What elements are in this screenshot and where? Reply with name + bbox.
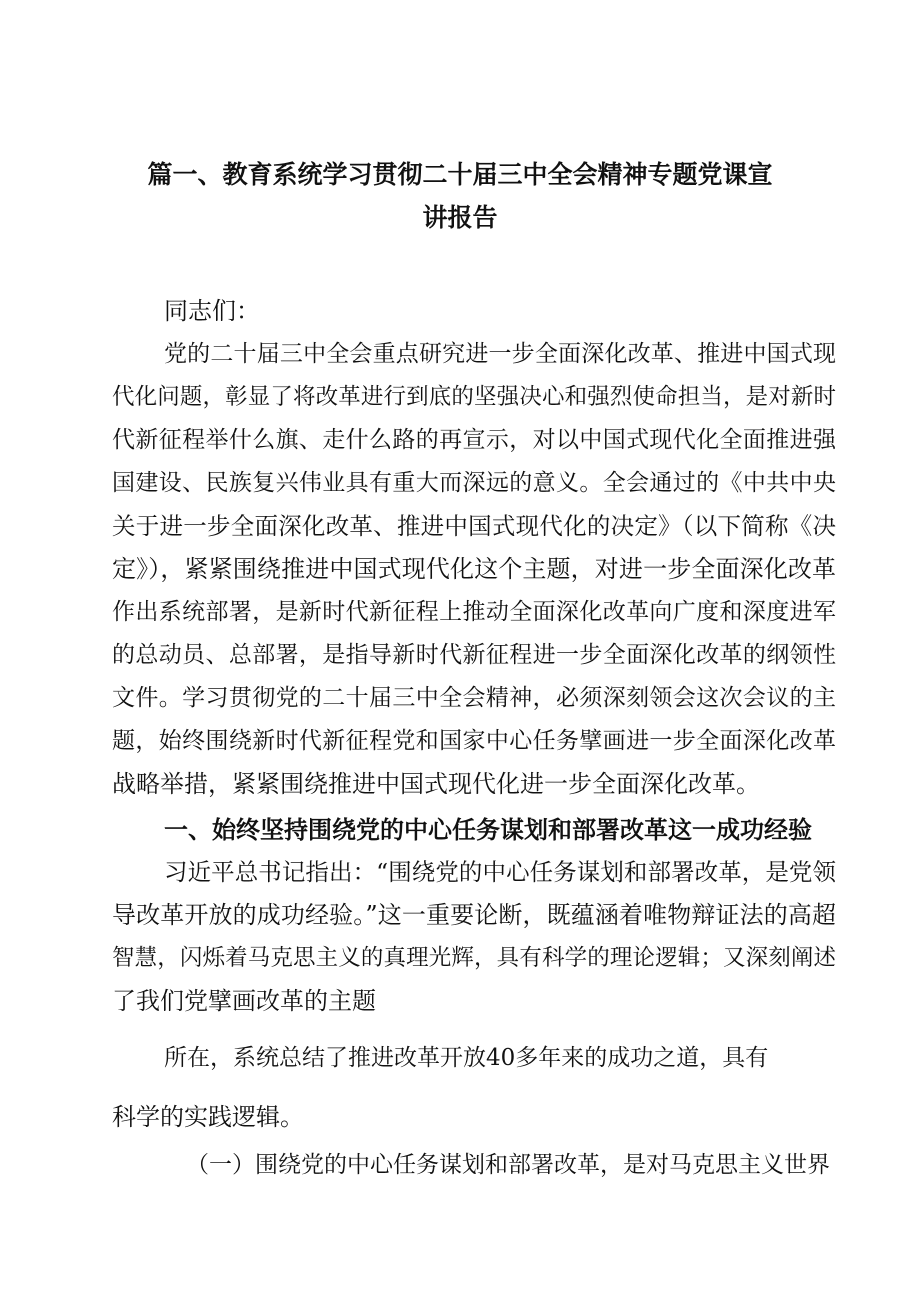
paragraph-1-line: 的总动员、总部署，是指导新时代新征程进一步全面深化改革的纲领性 bbox=[112, 642, 836, 668]
paragraph-2-line: 了我们党擘画改革的主题 bbox=[112, 987, 376, 1015]
paragraph-1-line: 战略举措，紧紧围绕推进中国式现代化进一步全面深化改革。 bbox=[112, 770, 760, 798]
paragraph-1-line: 关于进一步全面深化改革、推进中国式现代化的决定》（以下简称《决 bbox=[112, 512, 836, 540]
paragraph-1-line: 代化问题，彰显了将改革进行到底的坚强决心和强烈使命担当，是对新时 bbox=[112, 384, 836, 410]
paragraph-1-line: 党的二十届三中全会重点研究进一步全面深化改革、推进中国式现 bbox=[164, 341, 836, 367]
document-title-line-1: 篇一、教育系统学习贯彻二十届三中全会精神专题党课宣 bbox=[147, 160, 773, 189]
paragraph-1-line: 文件。学习贯彻党的二十届三中全会精神，必须深刻领会这次会议的主 bbox=[112, 685, 836, 711]
paragraph-2-line: 习近平总书记指出：“围绕党的中心任务谋划和部署改革，是党领 bbox=[164, 858, 836, 886]
salutation: 同志们： bbox=[164, 297, 260, 325]
document-title-line-2: 讲报告 bbox=[422, 203, 498, 232]
section-heading-1: 一、始终坚持围绕党的中心任务谋划和部署改革这一成功经验 bbox=[164, 816, 812, 844]
paragraph-1-line: 作出系统部署，是新时代新征程上推动全面深化改革向广度和深度进军 bbox=[112, 599, 836, 625]
paragraph-1-line: 定》），紧紧围绕推进中国式现代化这个主题，对进一步全面深化改革 bbox=[112, 555, 836, 583]
paragraph-1-line: 国建设、民族复兴伟业具有重大而深远的意义。全会通过的《中共中央 bbox=[112, 470, 836, 496]
paragraph-2-line: 智慧，闪烁着马克思主义的真理光辉，具有科学的理论逻辑；又深刻阐述 bbox=[112, 945, 836, 971]
paragraph-3-line: 所在，系统总结了推进改革开放40多年来的成功之道，具有 bbox=[164, 1045, 769, 1071]
paragraph-2-line: 导改革开放的成功经验。”这一重要论断，既蕴涵着唯物辩证法的高超 bbox=[112, 901, 836, 929]
paragraph-3-line: 科学的实践逻辑。 bbox=[112, 1103, 304, 1131]
paragraph-1-line: 题，始终围绕新时代新征程党和国家中心任务擘画进一步全面深化改革 bbox=[112, 728, 836, 754]
paragraph-1-line: 代新征程举什么旗、走什么路的再宣示，对以中国式现代化全面推进强 bbox=[112, 427, 836, 453]
subsection-heading-1: （一）围绕党的中心任务谋划和部署改革，是对马克思主义世界 bbox=[186, 1152, 830, 1178]
